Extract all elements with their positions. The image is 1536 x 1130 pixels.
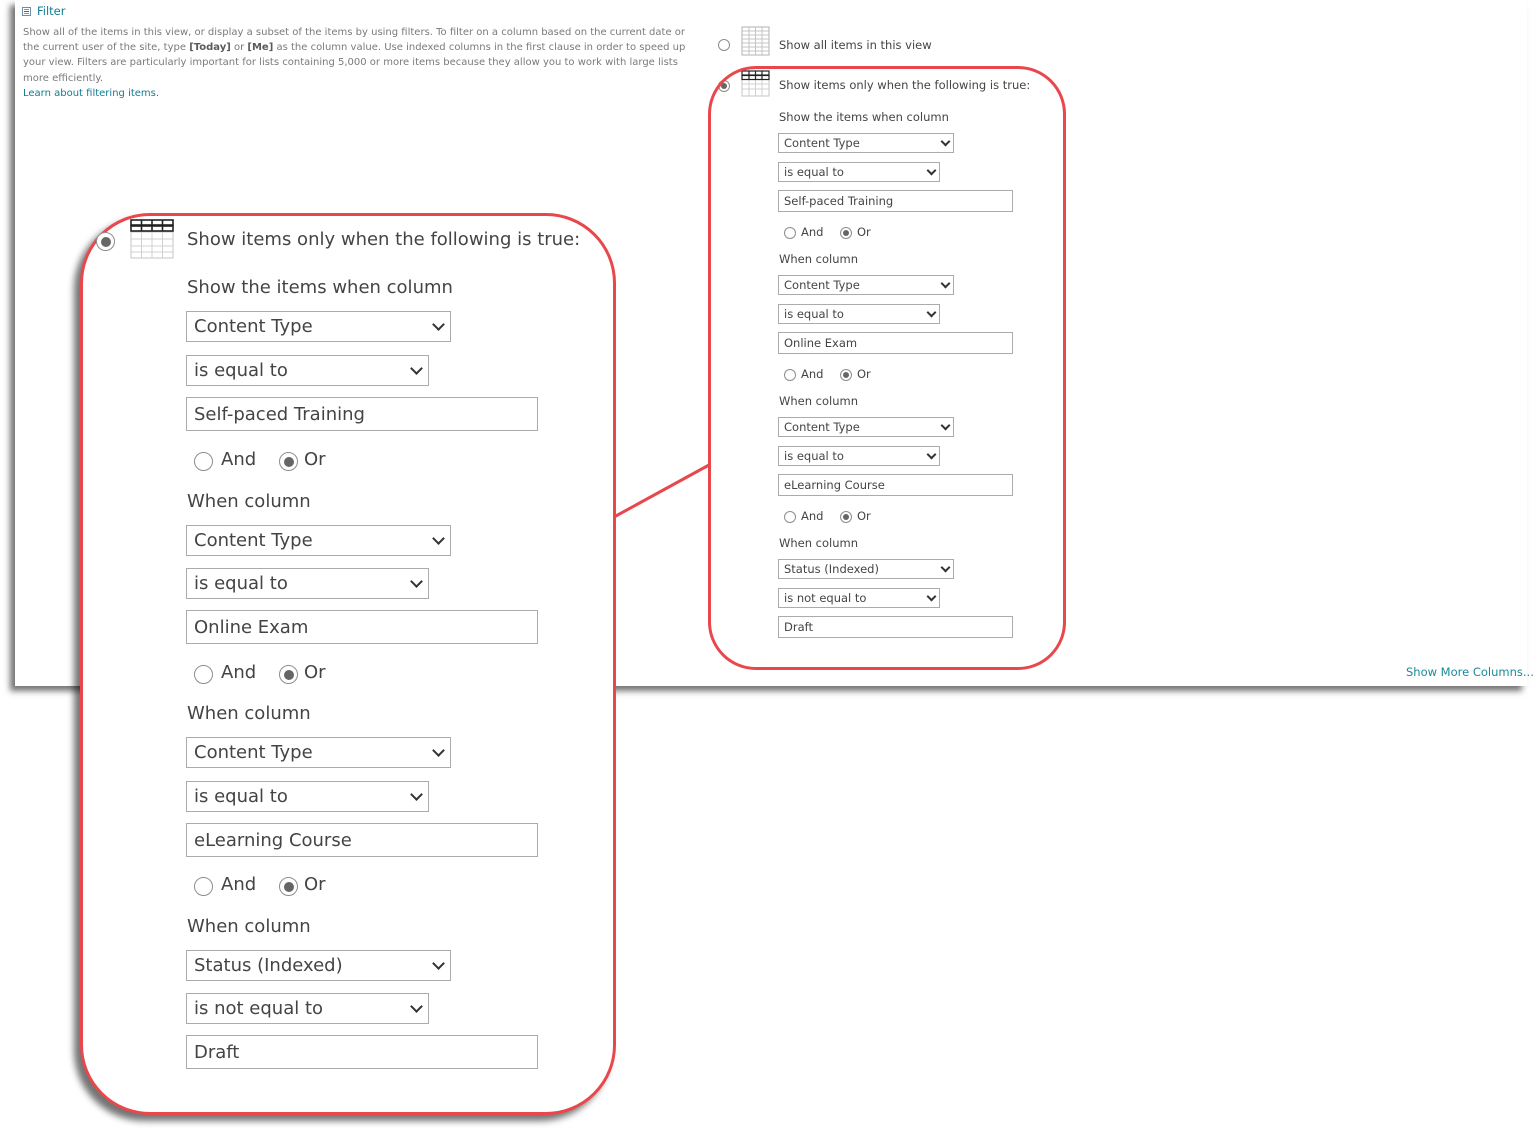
input-value: Online Exam (194, 616, 309, 638)
show-filtered-label-zoomed: Show items only when the following is true: (187, 229, 581, 250)
clause-1-and-radio-zoomed[interactable] (194, 452, 213, 471)
input-value: Draft (784, 620, 813, 634)
select-value: Content Type (194, 530, 313, 551)
chevron-down-icon (432, 532, 445, 545)
chevron-down-icon (410, 362, 423, 375)
chevron-down-icon (941, 421, 951, 431)
chevron-down-icon (432, 318, 445, 331)
select-value: Status (Indexed) (784, 562, 879, 576)
clause-2-column-select[interactable] (778, 275, 954, 295)
when-column-label: When column (779, 536, 859, 550)
clause-4-operator-select-zoomed[interactable] (186, 993, 429, 1024)
collapse-icon[interactable] (22, 7, 31, 16)
input-value: Online Exam (784, 336, 858, 350)
select-value: is equal to (784, 307, 844, 321)
filter-title: Filter (37, 4, 66, 18)
clause-4-value-input-zoomed[interactable] (186, 1035, 538, 1069)
and-label: And (221, 449, 257, 470)
select-value: Content Type (784, 278, 860, 292)
clause-2-value-input-zoomed[interactable] (186, 610, 538, 644)
chevron-down-icon (941, 563, 951, 573)
clause-1-value-input-zoomed[interactable] (186, 397, 538, 431)
and-label: And (801, 225, 824, 239)
select-value: is equal to (194, 786, 288, 807)
or-label: Or (304, 449, 326, 470)
and-label: And (221, 662, 257, 683)
clause-2-and-radio[interactable] (784, 369, 796, 381)
chevron-down-icon (927, 592, 937, 602)
show-all-label: Show all items in this view (779, 38, 932, 52)
chevron-down-icon (432, 957, 445, 970)
clause-1-or-radio[interactable] (840, 227, 852, 239)
select-value: is equal to (194, 573, 288, 594)
or-label: Or (304, 874, 326, 895)
clause-2-or-radio[interactable] (840, 369, 852, 381)
clause-3-or-radio-zoomed[interactable] (279, 877, 298, 896)
select-value: Content Type (194, 316, 313, 337)
filter-description (23, 25, 703, 101)
clause-2-and-radio-zoomed[interactable] (194, 665, 213, 684)
select-value: Content Type (194, 742, 313, 763)
clause-3-and-radio[interactable] (784, 511, 796, 523)
chevron-down-icon (927, 166, 937, 176)
select-value: is not equal to (784, 591, 867, 605)
filtered-list-icon (130, 218, 176, 260)
show-filtered-label: Show items only when the following is true: (779, 78, 1031, 92)
select-value: is equal to (194, 360, 288, 381)
select-value: is not equal to (194, 998, 324, 1019)
or-label: Or (857, 225, 871, 239)
input-value: Self-paced Training (194, 403, 365, 425)
clause-1-or-radio-zoomed[interactable] (279, 452, 298, 471)
filter-section-header[interactable] (22, 4, 65, 18)
clause-3-operator-select-zoomed[interactable] (186, 781, 429, 812)
today-token: [Today] (189, 42, 231, 54)
clause-4-value-input[interactable] (778, 616, 1013, 638)
chevron-down-icon (927, 450, 937, 460)
description-text: Show all of the items in this view, or display a subset of the items by using filters. To filter on a column based on the current date or the current user of the site, type (23, 27, 686, 54)
select-value: Content Type (784, 420, 860, 434)
clause-2-value-input[interactable] (778, 332, 1013, 354)
clause-3-or-radio[interactable] (840, 511, 852, 523)
clause-2-or-radio-zoomed[interactable] (279, 665, 298, 684)
clause-3-column-select[interactable] (778, 417, 954, 437)
clause-1-operator-select-zoomed[interactable] (186, 355, 429, 386)
when-column-label: When column (187, 916, 311, 937)
clause-3-value-input-zoomed[interactable] (186, 823, 538, 857)
clause-2-operator-select-zoomed[interactable] (186, 568, 429, 599)
description-text-2: as the column value. Use indexed columns in the first clause in order to speed up your view. Filters are particularly important for lists containing 5,000 or more items because they allow you to work with large lists more efficiently. (23, 42, 686, 84)
clause-1-value-input[interactable] (778, 190, 1013, 212)
when-column-label: When column (779, 252, 859, 266)
show-all-radio[interactable] (718, 39, 730, 51)
input-value: eLearning Course (784, 478, 885, 492)
when-column-label: When column (187, 703, 311, 724)
chevron-down-icon (410, 788, 423, 801)
chevron-down-icon (410, 1000, 423, 1013)
when-column-label: When column (779, 394, 859, 408)
when-column-label: When column (187, 491, 311, 512)
first-clause-label: Show the items when column (779, 110, 949, 124)
select-value: Content Type (784, 136, 860, 150)
chevron-down-icon (927, 308, 937, 318)
clause-1-column-select[interactable] (778, 133, 954, 153)
and-label: And (801, 509, 824, 523)
or-label: Or (857, 509, 871, 523)
first-clause-label-zoomed: Show the items when column (187, 277, 453, 298)
clause-1-and-radio[interactable] (784, 227, 796, 239)
clause-1-operator-select[interactable] (778, 162, 940, 182)
chevron-down-icon (432, 744, 445, 757)
chevron-down-icon (941, 279, 951, 289)
clause-3-operator-select[interactable] (778, 446, 940, 466)
select-value: is equal to (784, 449, 844, 463)
clause-3-and-radio-zoomed[interactable] (194, 877, 213, 896)
clause-2-column-select-zoomed[interactable] (186, 525, 451, 556)
input-value: eLearning Course (194, 829, 352, 851)
chevron-down-icon (410, 575, 423, 588)
input-value: Self-paced Training (784, 194, 894, 208)
or-label: Or (857, 367, 871, 381)
and-label: And (801, 367, 824, 381)
clause-4-operator-select[interactable] (778, 588, 940, 608)
me-token: [Me] (247, 42, 274, 54)
description-or: or (230, 42, 248, 54)
show-filtered-radio-zoomed[interactable] (96, 232, 115, 251)
clause-4-column-select-zoomed[interactable] (186, 950, 451, 981)
and-label: And (221, 874, 257, 895)
list-grid-icon (741, 26, 771, 56)
clause-4-column-select[interactable] (778, 559, 954, 579)
filtered-list-icon (741, 70, 771, 98)
show-filtered-radio[interactable] (718, 80, 730, 92)
learn-about-filtering-link[interactable]: Learn about filtering items. (23, 87, 160, 99)
clause-1-column-select-zoomed[interactable] (186, 311, 451, 342)
clause-3-value-input[interactable] (778, 474, 1013, 496)
select-value: Status (Indexed) (194, 955, 343, 976)
select-value: is equal to (784, 165, 844, 179)
show-more-columns-link[interactable]: Show More Columns... (1406, 665, 1534, 679)
input-value: Draft (194, 1041, 240, 1063)
chevron-down-icon (941, 137, 951, 147)
clause-3-column-select-zoomed[interactable] (186, 737, 451, 768)
clause-2-operator-select[interactable] (778, 304, 940, 324)
or-label: Or (304, 662, 326, 683)
